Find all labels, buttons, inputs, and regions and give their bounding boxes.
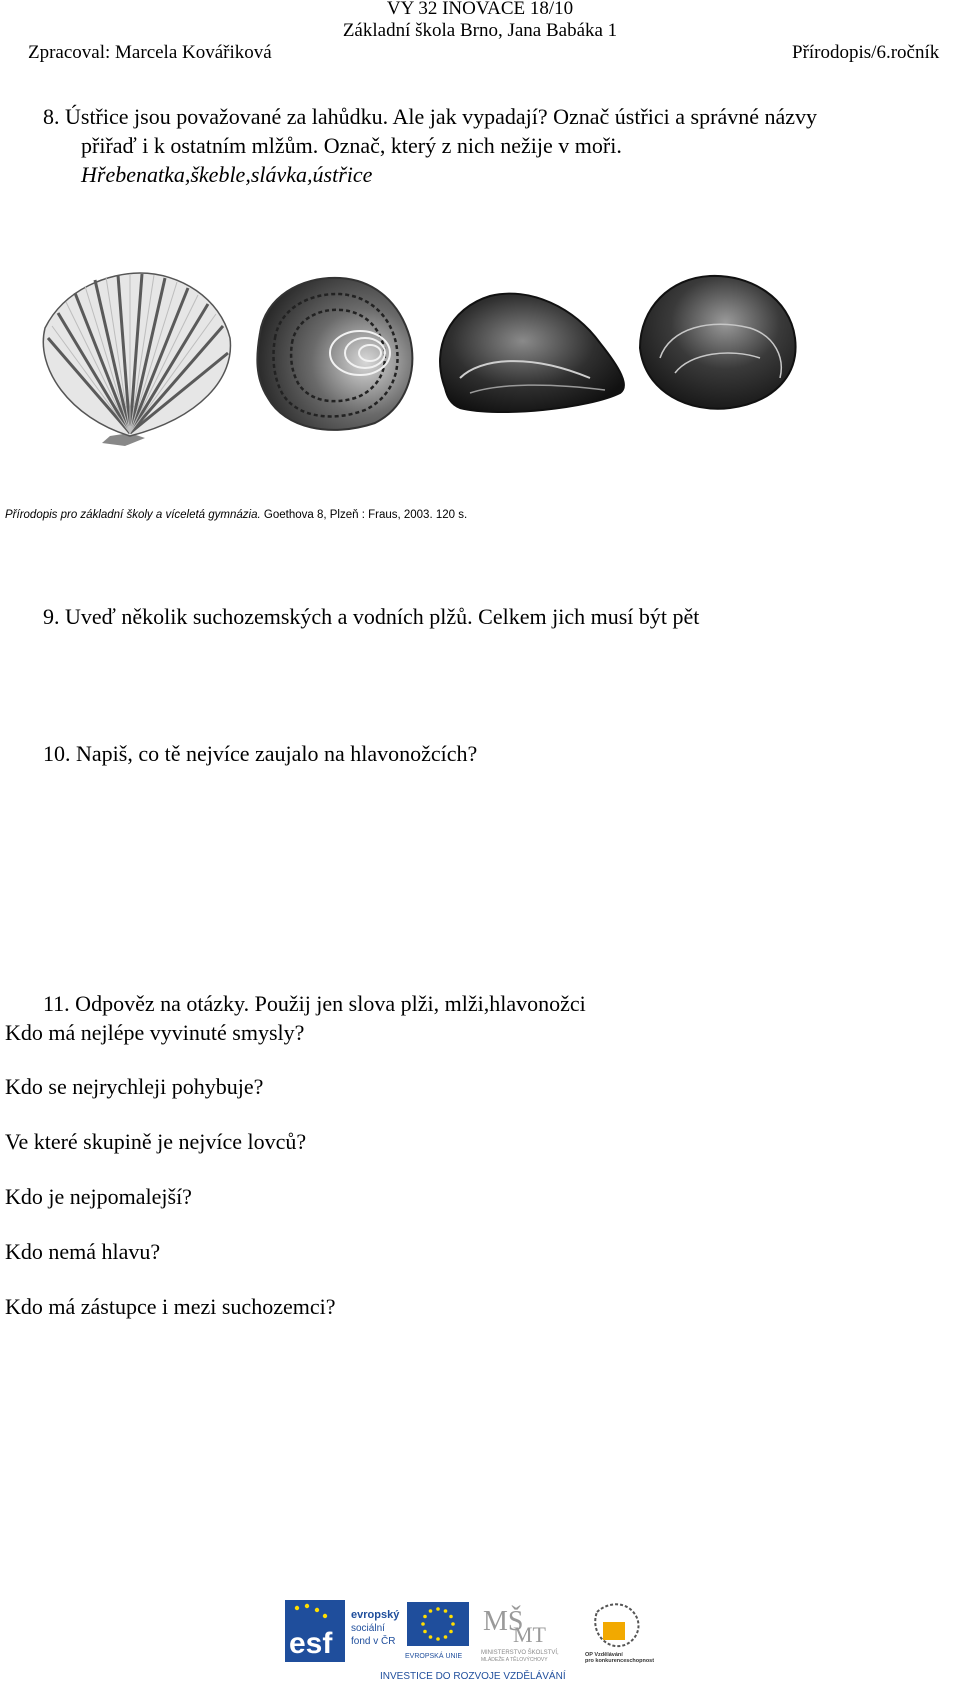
eu-star <box>429 1609 433 1613</box>
eu-star <box>449 1615 453 1619</box>
oyster-shell <box>257 278 412 430</box>
svg-text:MT: MT <box>513 1622 546 1647</box>
eu-star <box>423 1630 427 1634</box>
msmt-text-2: MLÁDEŽE A TĚLOVÝCHOVY <box>481 1657 548 1663</box>
question-11-item-1: Kdo má nejlépe vyvinuté smysly? <box>5 1020 305 1045</box>
esf-letters: esf <box>289 1627 333 1660</box>
esf-text-2: sociální <box>351 1623 385 1634</box>
question-8-line-2: přiřaď i k ostatním mlžům. Označ, který z nich nežije v moři. <box>81 133 622 158</box>
source-citation <box>5 509 467 521</box>
header-code: VY 32 INOVACE 18/10 <box>386 0 574 19</box>
op-logo <box>585 1604 654 1664</box>
source-details: Goethova 8, Plzeň : Fraus, 2003. 120 s. <box>260 509 468 521</box>
eu-star <box>436 1607 440 1611</box>
footer-logos <box>285 1598 685 1684</box>
question-9: 9. Uveď několik suchozemských a vodních plžů. Celkem jich musí být pět <box>43 604 700 629</box>
msmt-logo <box>481 1606 559 1663</box>
question-11-title: 11. Odpověz na otázky. Použij jen slova plži, mlži,hlavonožci <box>43 991 586 1016</box>
msmt-text-1: MINISTERSTVO ŠKOLSTVÍ, <box>481 1650 559 1656</box>
question-10: 10. Napiš, co tě nejvíce zaujalo na hlavonožcích? <box>43 741 478 766</box>
eu-flag-logo <box>405 1602 469 1660</box>
op-text-2: pro konkurenceschopnost <box>585 1658 655 1664</box>
eu-star <box>436 1637 440 1641</box>
esf-text-3: fond v ČR <box>351 1636 396 1647</box>
source-title: Přírodopis pro základní školy a víceletá gymnázia. <box>5 509 261 521</box>
investment-banner: INVESTICE DO ROZVOJE VZDĚLÁVÁNÍ <box>380 1671 566 1682</box>
eu-star <box>423 1615 427 1619</box>
question-11-item-6: Kdo má zástupce i mezi suchozemci? <box>5 1294 336 1319</box>
header-subject: Přírodopis/6.ročník <box>792 42 940 63</box>
header-school: Základní škola Brno, Jana Babáka 1 <box>342 20 618 41</box>
shells-illustration <box>30 268 890 468</box>
eu-star <box>429 1635 433 1639</box>
eu-star <box>444 1609 448 1613</box>
question-8-line-1: 8. Ústřice jsou považované za lahůdku. Ale jak vypadají? Označ ústřici a správné názvy <box>43 104 817 129</box>
question-8-options: Hřebenatka,škeble,slávka,ústřice <box>81 162 373 187</box>
esf-logo <box>285 1600 400 1662</box>
header-author: Zpracoval: Marcela Kovářiková <box>28 42 272 63</box>
question-11-item-5: Kdo nemá hlavu? <box>5 1239 161 1264</box>
question-11-item-3: Ve které skupině je nejvíce lovců? <box>5 1129 307 1154</box>
eu-star <box>421 1622 425 1626</box>
eu-star <box>449 1630 453 1634</box>
mussel-shell <box>440 294 624 412</box>
freshwater-clam-shell <box>640 276 796 409</box>
op-text-1: OP Vzdělávání <box>585 1652 623 1658</box>
scallop-shell <box>43 273 230 446</box>
eu-text: EVROPSKÁ UNIE <box>405 1653 463 1660</box>
question-11-item-2: Kdo se nejrychleji pohybuje? <box>5 1074 264 1099</box>
svg-text:MŠ: MŠ <box>483 1606 524 1637</box>
esf-text-1: evropský <box>351 1609 400 1621</box>
eu-star <box>444 1635 448 1639</box>
question-11-item-4: Kdo je nejpomalejší? <box>5 1184 192 1209</box>
eu-star <box>451 1622 455 1626</box>
